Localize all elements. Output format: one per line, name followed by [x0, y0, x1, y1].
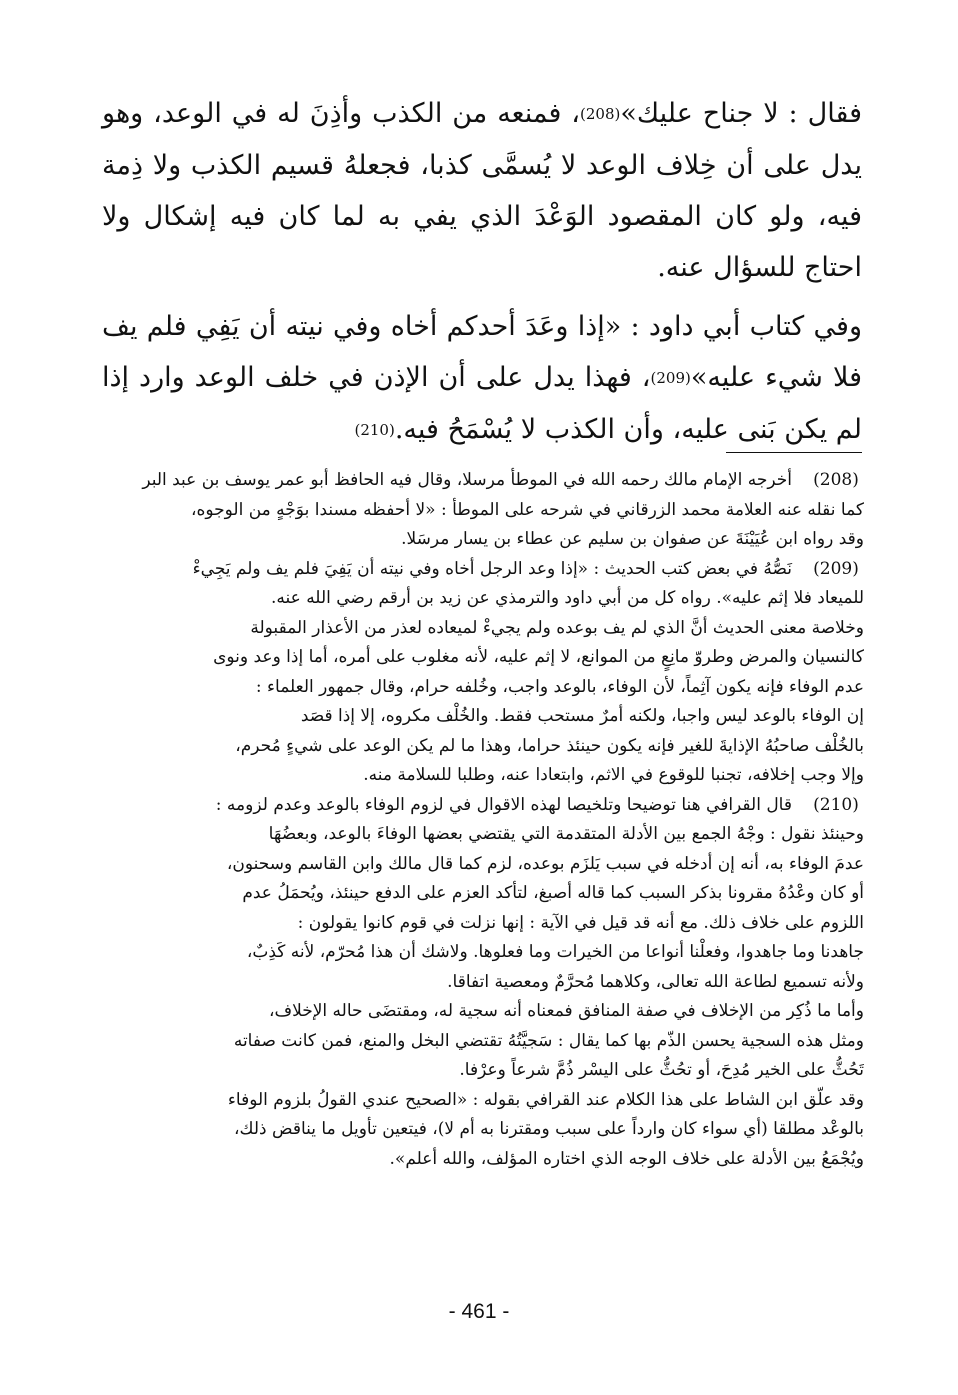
footnote-line: أخرجه الإمام مالك رحمه الله في الموطأ مرسلا، وقال فيه الحافظ أبو عمر يوسف بن عبد البر — [142, 470, 792, 490]
footnote-line: اللزوم على خلاف ذلك. مع أنه قد قيل في الآية : إنها نزلت في قوم كانوا يقولون : — [297, 912, 864, 933]
footnote-ref-208: (208) — [580, 105, 621, 123]
footnote-ref-209: (209) — [650, 369, 691, 387]
paragraph-1-line-1a: فقال : لا جناح عليك» — [620, 98, 863, 129]
footnote — [84, 555, 864, 791]
footnote-line: بالخُلْف صاحبُهُ الإذايةَ للغير فإنه يكون حينئذ حراما، وهذا ما لم يكن الوعد على شيءٍ مُحرم، — [235, 735, 864, 756]
footnote-line: كما نقله عنه العلامة محمد الزرقاني في شرحه على الموطأ : «لا أحفظه مسندا بوَجْهٍ من الوجوه، — [190, 499, 864, 520]
paragraph-1-line-1b: ، فمنعه من الكذب وأذِنَ له في الوعد، وهو يدل — [102, 98, 862, 181]
footnote — [84, 791, 864, 1175]
footnote-line: ويُجْمَعُ بين الأدلة على خلاف الوجه الذي اختاره المؤلف، والله أعلم». — [389, 1148, 864, 1169]
footnote-line: كالنسيان والمرض وطروّ مانِعٍ من الموانع، لا إثم عليه، لأنه مغلوب على أمره، أما إذا وعد ونوى — [213, 647, 864, 667]
footnote-line: وإلا وجب إخلافه، تجنبا للوقوع في الاثم، وابتعادا عنه، وطلبا للسلامة منه. — [363, 765, 864, 785]
footnote-number: (209) — [813, 558, 859, 579]
paragraph-2-line-3: عليه، وأن الكذب لا يُسْمَحُ فيه. — [394, 414, 729, 445]
footnote-line: جاهدنا وما جاهدوا، وفعلْنا أنواعا من الخيرات وما فعلوها. ولاشك أن هذا مُحرّم، لأنه كَذِبٌ، — [246, 942, 864, 962]
footnote-line: للميعاد فلا إثم عليه». رواه كل من أبي داود والترمذي عن زيد بن أرقم رضي الله عنه. — [271, 588, 864, 608]
paragraph-2 — [102, 301, 862, 456]
footnote-line: وقد رواه ابن عُيَيْنَةَ عن صفوان بن سليم عن عطاء بن يسار مرسَلا. — [401, 529, 864, 549]
footnote — [84, 466, 864, 555]
paragraph-1-line-2: على أن خِلاف الوعد لا يُسمَّى كذبا، فجعلهُ قسيم الكذب ولا ذِمة فيه، ولو كان — [102, 150, 862, 232]
footnote-line: وأما ما ذُكِر من الإخلاف في صفة المنافق فمعناه أنه سجية له، ومقتضَى حاله الإخلاف، — [268, 1001, 864, 1021]
footnote-line: بالوعْد مطلقا (أي سواء كان وارداً على سبب ومقترنا به أم لا)، فيتعين تأويل ما يناقض ذلك، — [234, 1119, 864, 1139]
footnote-body — [84, 791, 864, 1175]
footnote-ref-210: (210) — [354, 421, 395, 439]
footnote-line: ولأنه تسميع لطاعة الله تعالى، وكلاهما مُحرَّمٌ ومعصية اتفاقا. — [447, 971, 864, 992]
paragraph-2-line-2b: ، فهذا يدل على أن الإذن في خلف الوعد وارد إذا لم يكن بَنى — [102, 362, 862, 445]
footnote-line: وخلاصة معنى الحديث أنَّ الذي لم يف بوعده ولم يجيءْ لميعاده لعذر من الأعذار المقبولة — [250, 617, 864, 638]
footnote-number: (210) — [813, 794, 859, 815]
footnote-line: ومثل هذه السجية يحسن الذّم بها كما يقال : سَجيَّتُهُ تقتضي البخل والمنع، فمن كانت صفاته — [233, 1030, 864, 1051]
paragraph-1-line-3: المقصود الوَعْدَ الذي يفي به لما كان فيه إشكال ولا احتاج للسؤال عنه. — [102, 201, 862, 283]
footnotes — [84, 466, 864, 1174]
main-text — [102, 88, 862, 456]
footnote-line: قال القرافي هنا توضيحا وتلخيصا لهذه الاقوال في لزوم الوفاء بالوعد وعدم لزومه : — [215, 794, 792, 815]
footnote-line: نَصُّهُ في بعض كتب الحديث : «إذا وعد الرجل أخاه وفي نيته أن يَفِيَ فلم يف ولم يَجِيءْ — [192, 558, 792, 579]
footnote-line: وقد علّق ابن الشاط على هذا الكلام عند القرافي بقوله : «الصحيح عندي القولُ بلزوم الوفاء — [227, 1089, 864, 1110]
paragraph-1 — [102, 88, 862, 293]
footnote-body — [84, 466, 864, 555]
footnote-line: أو كان وعْدُهُ مقرونا بذكر السبب كما قاله أصبغ، لتأكد العزم على الدفع حينئذ، ويُحمَلُ عدم — [242, 883, 864, 903]
paragraph-2-line-2a: شيء عليه» — [690, 362, 823, 393]
footnote-line: تَحُثُّ على الخير مُدِحَ، أو تحُثُّ على اليسْر ذُمَّ شرعاً وعرْفا. — [459, 1060, 864, 1080]
page-number: - 461 - — [448, 1300, 510, 1323]
footnote-line: إن الوفاء بالوعد ليس واجبا، ولكنه أمرٌ مستحب فقط. والخُلْف مكروه، إلا إذا قصَد — [300, 706, 864, 726]
paragraph-2-line-1: وفي كتاب أبي داود : «إذا وعَدَ أحدكم أخاه وفي نيته أن يَفِي فلم يف فلا — [102, 311, 862, 393]
footnote-separator — [726, 452, 862, 453]
footnote-body — [84, 555, 864, 791]
footnote-number: (208) — [813, 470, 859, 490]
footnote-line: عدم الوفاء فإنه يكون آثِماً، لأن الوفاء، بالوعد واجب، وخُلفه حرام، وقال جمهور العلماء : — [255, 676, 864, 697]
footnote-line: عدمَ الوفاء به، أنه إن أدخله في سبب يَلزَم بوعده، لزم كما قال مالك وابن القاسم وسحنون، — [226, 853, 864, 874]
footnote-line: وحينئذ نقول : وجْهُ الجمع بين الأدلة المتقدمة التي يقتضي بعضها الوفاءَ بالوعد، وبعضُهَا — [268, 824, 864, 844]
